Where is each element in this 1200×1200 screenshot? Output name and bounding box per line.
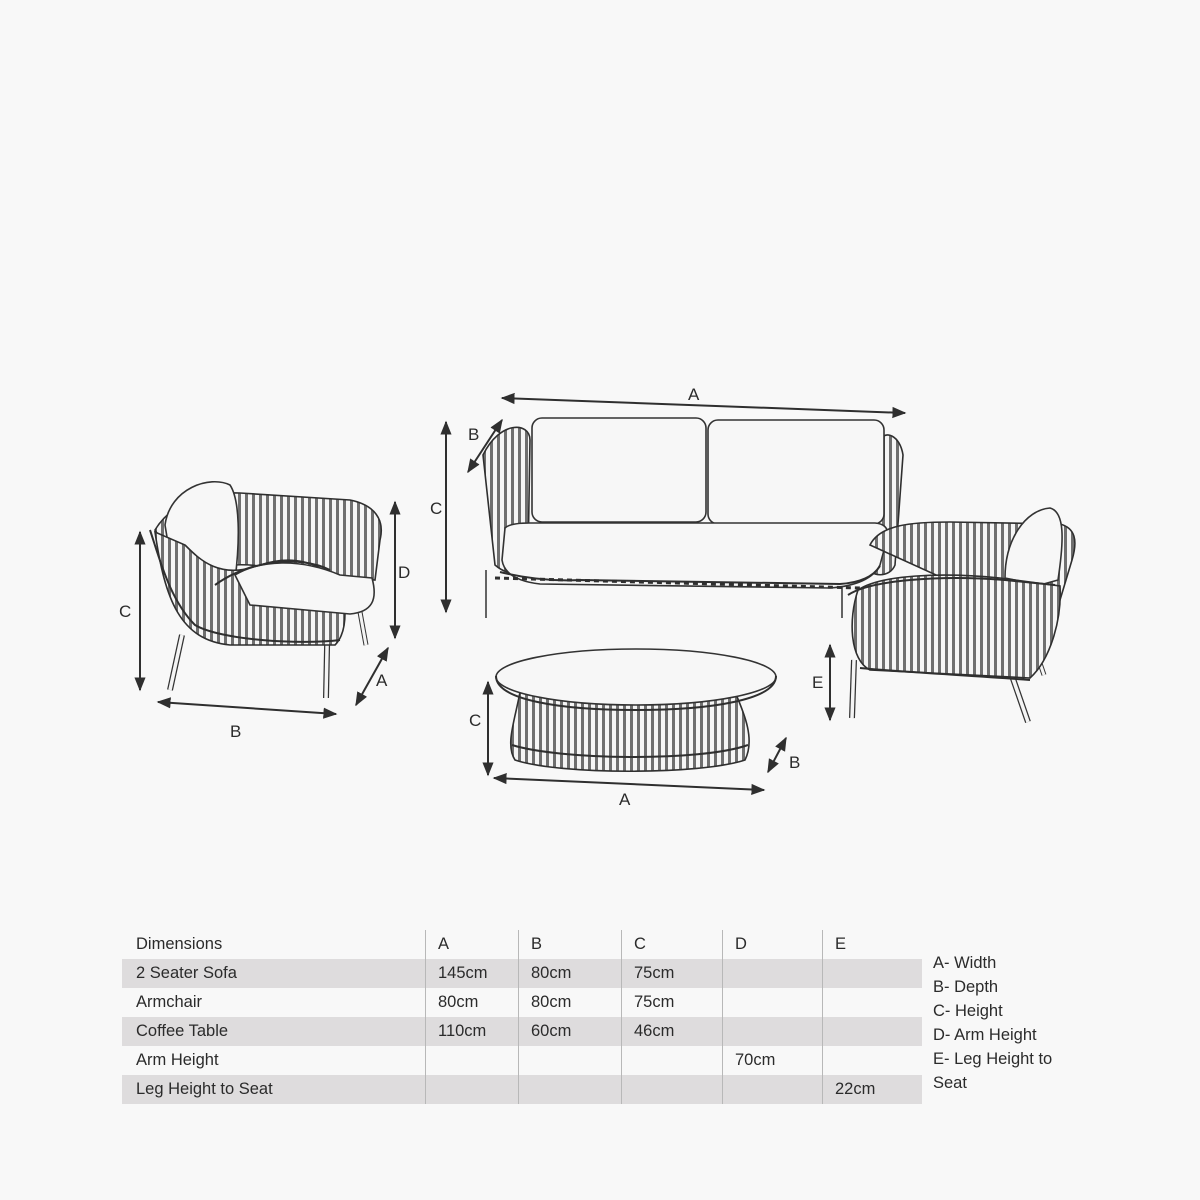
legend-arm-height: D- Arm Height: [933, 1026, 1037, 1044]
cell-b: 60cm: [518, 1017, 621, 1046]
sofa-drawing: [483, 418, 903, 618]
cell-d: 70cm: [722, 1046, 822, 1075]
legend-leg-height: E- Leg Height to: [933, 1050, 1053, 1068]
chair-right-label-e: E: [812, 673, 824, 692]
table-label-c: C: [469, 711, 482, 730]
dimensions-table: [122, 930, 922, 1104]
cell-d: [722, 988, 822, 1017]
cell-e: [822, 1017, 922, 1046]
dimension-legend: [933, 951, 1052, 1095]
legend-width: A- Width: [933, 954, 997, 972]
sofa-label-c: C: [430, 499, 443, 518]
cell-e: 22cm: [822, 1075, 922, 1104]
armchair-label-a: A: [376, 671, 388, 690]
armchair-right-drawing: [848, 508, 1075, 722]
cell-d: [722, 1017, 822, 1046]
table-header-row: [122, 930, 922, 959]
armchair-depth-arrow: [158, 702, 336, 714]
cell-a: 145cm: [425, 959, 518, 988]
armchair-label-c: C: [119, 602, 132, 621]
table-row: [122, 1075, 922, 1104]
cell-c: 46cm: [621, 1017, 722, 1046]
sofa-label-b: B: [468, 425, 480, 444]
cell-b: 80cm: [518, 988, 621, 1017]
header-b: B: [518, 930, 621, 959]
table-depth-arrow: [768, 738, 786, 772]
armchair-right-dimensions: [812, 645, 830, 720]
table-label-a: A: [619, 790, 631, 809]
cell-a: 80cm: [425, 988, 518, 1017]
header-d: D: [722, 930, 822, 959]
legend-depth: B- Depth: [933, 978, 999, 996]
armchair-label-d: D: [398, 563, 411, 582]
cell-a: 110cm: [425, 1017, 518, 1046]
sofa-width-arrow: [502, 398, 905, 413]
armchair-left-drawing: [150, 482, 381, 698]
table-row: [122, 1017, 922, 1046]
row-name: Arm Height: [136, 1051, 219, 1069]
cell-d: [722, 1075, 822, 1104]
row-name: Coffee Table: [136, 1022, 229, 1040]
table-row: [122, 988, 922, 1017]
table-label-b: B: [789, 753, 801, 772]
header-a: A: [425, 930, 518, 959]
cell-e: [822, 988, 922, 1017]
cell-d: [722, 959, 822, 988]
cell-c: 75cm: [621, 959, 722, 988]
armchair-label-b: B: [230, 722, 242, 741]
row-name: 2 Seater Sofa: [136, 964, 237, 982]
cell-e: [822, 1046, 922, 1075]
cell-a: [425, 1046, 518, 1075]
table-row: [122, 1046, 922, 1075]
table-width-arrow: [494, 778, 764, 790]
header-dimensions: Dimensions: [136, 935, 223, 953]
legend-leg-height-cont: Seat: [933, 1074, 967, 1092]
header-e: E: [822, 930, 922, 959]
cell-a: [425, 1075, 518, 1104]
row-name: Armchair: [136, 993, 203, 1011]
row-name: Leg Height to Seat: [136, 1080, 273, 1098]
cell-c: [621, 1046, 722, 1075]
legend-height: C- Height: [933, 1002, 1003, 1020]
header-c: C: [621, 930, 722, 959]
table-row: [122, 959, 922, 988]
coffee-table-drawing: [496, 649, 776, 771]
cell-c: 75cm: [621, 988, 722, 1017]
sofa-label-a: A: [688, 385, 700, 404]
cell-b: [518, 1046, 621, 1075]
cell-b: [518, 1075, 621, 1104]
cell-c: [621, 1075, 722, 1104]
cell-e: [822, 959, 922, 988]
cell-b: 80cm: [518, 959, 621, 988]
